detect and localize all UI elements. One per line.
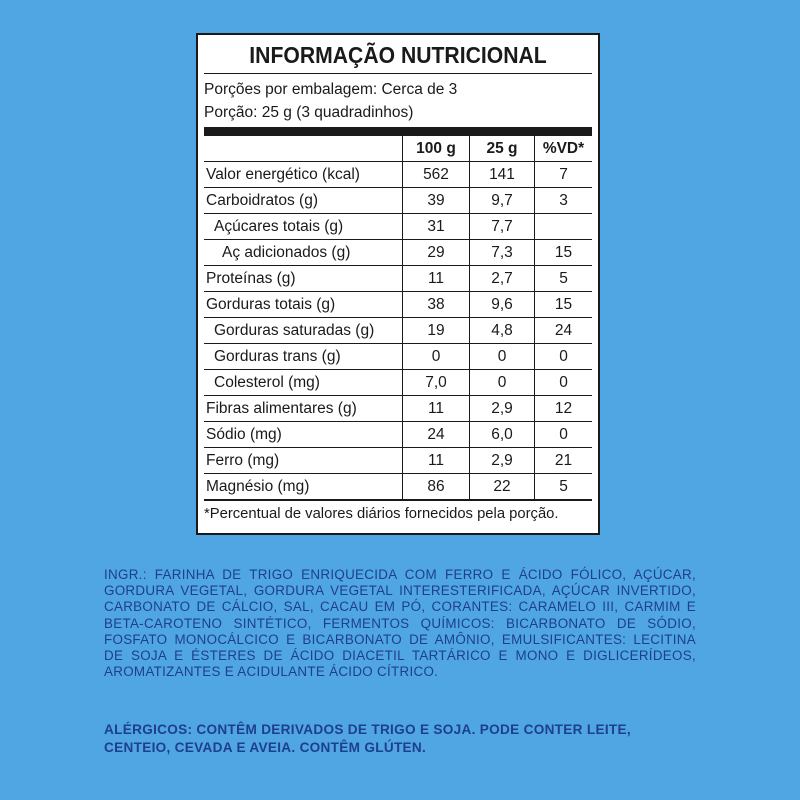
- value-100g: 31: [403, 214, 470, 240]
- nutrient-name: Açúcares totais (g): [204, 214, 403, 240]
- table-row: [204, 396, 592, 422]
- nutrient-name: Proteínas (g): [204, 266, 403, 292]
- nutrient-name: Gorduras trans (g): [204, 344, 403, 370]
- value-25g: 7,3: [470, 240, 535, 266]
- thick-divider: [204, 127, 592, 136]
- value-vd: [535, 214, 593, 240]
- column-header-nutrient: [204, 136, 403, 162]
- value-vd: 0: [535, 422, 593, 448]
- value-vd: 15: [535, 292, 593, 318]
- servings-per-package: Porções por embalagem: Cerca de 3: [204, 81, 458, 98]
- value-vd: 0: [535, 344, 593, 370]
- value-100g: 0: [403, 344, 470, 370]
- table-row: [204, 266, 592, 292]
- value-100g: 24: [403, 422, 470, 448]
- value-25g: 9,6: [470, 292, 535, 318]
- value-25g: 2,9: [470, 396, 535, 422]
- value-vd: 24: [535, 318, 593, 344]
- nutrient-name: Colesterol (mg): [204, 370, 403, 396]
- value-vd: 0: [535, 370, 593, 396]
- table-row: [204, 448, 592, 474]
- value-25g: 0: [470, 370, 535, 396]
- column-header-vd: %VD*: [535, 136, 593, 162]
- value-100g: 19: [403, 318, 470, 344]
- nutrient-name: Gorduras saturadas (g): [204, 318, 403, 344]
- nutrient-name: Ferro (mg): [204, 448, 403, 474]
- value-25g: 2,7: [470, 266, 535, 292]
- table-row: [204, 162, 592, 188]
- table-row: [204, 240, 592, 266]
- value-vd: 5: [535, 474, 593, 500]
- table-row: [204, 318, 592, 344]
- value-100g: 29: [403, 240, 470, 266]
- value-25g: 22: [470, 474, 535, 500]
- value-25g: 0: [470, 344, 535, 370]
- value-25g: 6,0: [470, 422, 535, 448]
- nutrient-name: Fibras alimentares (g): [204, 396, 403, 422]
- value-vd: 7: [535, 162, 593, 188]
- table-row: [204, 214, 592, 240]
- nutrient-name: Magnésio (mg): [204, 474, 403, 500]
- column-header-25g: 25 g: [470, 136, 535, 162]
- value-vd: 5: [535, 266, 593, 292]
- ingredients-list: INGR.: FARINHA DE TRIGO ENRIQUECIDA COM FERRO E ÁCIDO FÓLICO, AÇÚCAR, GORDURA VEGETAL, GORDURA VEGETAL INTERESTERIFICADA, AÇÚCAR INVERTIDO, CARBONATO DE CÁLCIO, SAL, CACAU EM PÓ, CORANTES: CARAMELO III, CARMIM E BETA-CAROTENO SINTÉTICO, FERMENTOS QUÍMICOS: BICARBONATO DE SÓDIO, FOSFATO MONOCÁLCICO E BICARBONATO DE AMÔNIO, EMULSIFICANTES: LECITINA DE SOJA E ÉSTERES DE ÁCIDO DIACETIL TARTÁRICO E MONO E DIGLICERÍDEOS, AROMATIZANTES E ACIDULANTE ÁCIDO CÍTRICO.: [104, 567, 696, 680]
- value-100g: 11: [403, 266, 470, 292]
- value-vd: 15: [535, 240, 593, 266]
- value-vd: 12: [535, 396, 593, 422]
- value-25g: 9,7: [470, 188, 535, 214]
- table-row: [204, 370, 592, 396]
- table-row: [204, 474, 592, 500]
- servings-block: [198, 74, 598, 124]
- nutrition-table: [204, 136, 592, 500]
- table-row: [204, 188, 592, 214]
- value-vd: 21: [535, 448, 593, 474]
- nutrient-name: Carboidratos (g): [204, 188, 403, 214]
- value-100g: 86: [403, 474, 470, 500]
- table-row: [204, 422, 592, 448]
- value-25g: 7,7: [470, 214, 535, 240]
- value-25g: 2,9: [470, 448, 535, 474]
- value-25g: 141: [470, 162, 535, 188]
- table-row: [204, 292, 592, 318]
- column-header-100g: 100 g: [403, 136, 470, 162]
- value-25g: 4,8: [470, 318, 535, 344]
- allergen-warning: ALÉRGICOS: CONTÊM DERIVADOS DE TRIGO E SOJA. PODE CONTER LEITE, CENTEIO, CEVADA E AVEIA. CONTÊM GLÚTEN.: [104, 722, 631, 755]
- label-title: INFORMAÇÃO NUTRICIONAL: [249, 42, 547, 68]
- serving-size: Porção: 25 g (3 quadradinhos): [204, 104, 414, 121]
- value-100g: 7,0: [403, 370, 470, 396]
- footnote: *Percentual de valores diários fornecidos pela porção.: [204, 506, 559, 522]
- value-100g: 39: [403, 188, 470, 214]
- value-100g: 11: [403, 396, 470, 422]
- nutrition-facts-label: [196, 33, 600, 535]
- value-100g: 562: [403, 162, 470, 188]
- value-100g: 11: [403, 448, 470, 474]
- nutrient-name: Gorduras totais (g): [204, 292, 403, 318]
- nutrient-name: Valor energético (kcal): [204, 162, 403, 188]
- table-row: [204, 344, 592, 370]
- nutrient-name: Aç adicionados (g): [204, 240, 403, 266]
- value-vd: 3: [535, 188, 593, 214]
- nutrient-name: Sódio (mg): [204, 422, 403, 448]
- value-100g: 38: [403, 292, 470, 318]
- table-header-row: [204, 136, 592, 162]
